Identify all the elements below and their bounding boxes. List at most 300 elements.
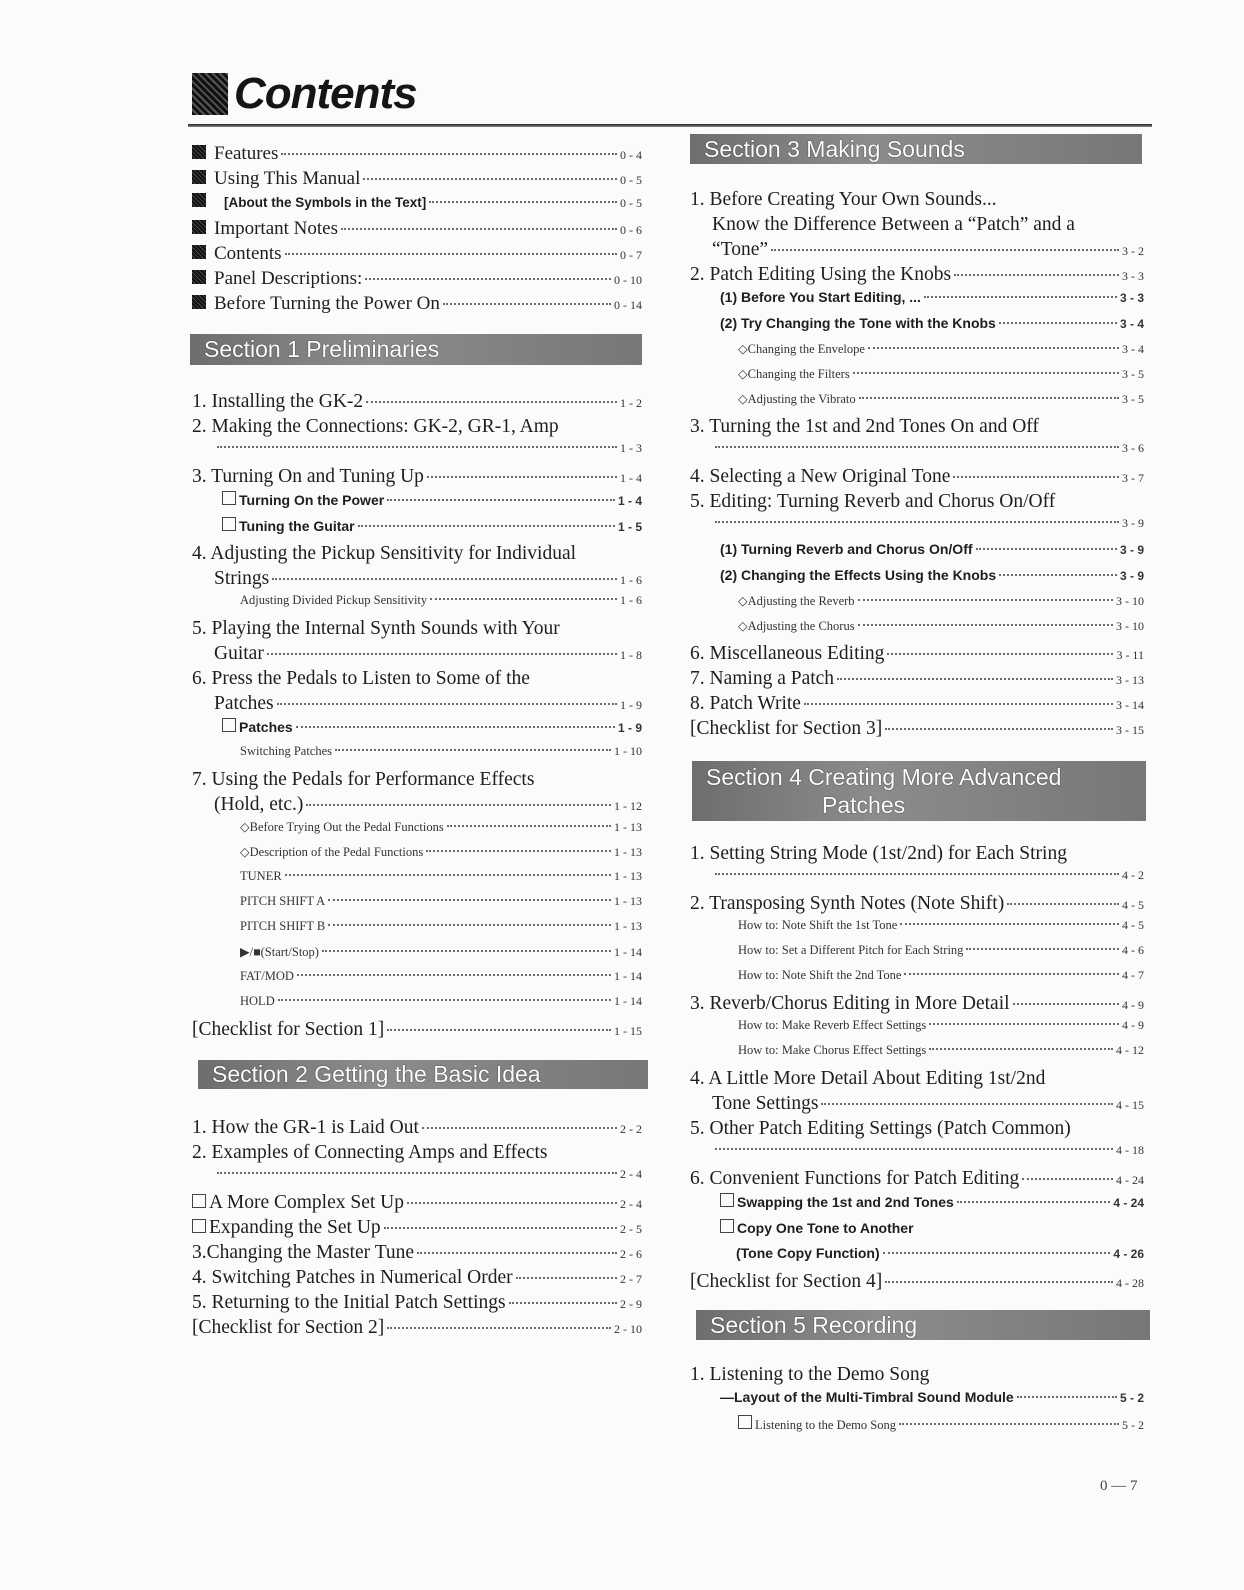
- toc-entry[interactable]: [690, 893, 1144, 918]
- toc-entry-page: 3 - 14: [1116, 698, 1144, 712]
- toc-entry-label: 2. Making the Connections: GK-2, GR-1, Amp: [192, 416, 559, 437]
- toc-entry-label: Important Notes: [214, 218, 339, 239]
- toc-entry-page: 1 - 3: [620, 441, 642, 455]
- toc-entry-page: 4 - 12: [1116, 1043, 1144, 1057]
- toc-entry[interactable]: [192, 1142, 642, 1167]
- leader-dots: [430, 598, 617, 600]
- leader-dots: [422, 1127, 617, 1129]
- toc-entry[interactable]: [690, 189, 1144, 214]
- leader-dots: [715, 1148, 1113, 1150]
- toc-entry-page: 3 - 10: [1116, 619, 1144, 633]
- toc-entry-page: 1 - 14: [614, 945, 642, 959]
- toc-entry[interactable]: [192, 844, 642, 869]
- leader-dots: [217, 446, 617, 448]
- square-bullet-icon: [192, 193, 206, 207]
- toc-entry-page: 3 - 15: [1116, 723, 1144, 737]
- leader-dots: [217, 1172, 617, 1174]
- toc-entry-page: 3 - 9: [1119, 543, 1144, 557]
- toc-entry[interactable]: [690, 1018, 1144, 1043]
- toc-entry[interactable]: [690, 1271, 1144, 1296]
- toc-entry-page: 4 - 18: [1116, 1143, 1144, 1157]
- toc-entry-label: 1. Installing the GK-2: [192, 391, 364, 412]
- leader-dots: [868, 347, 1119, 349]
- section-1-list: [192, 391, 642, 1044]
- toc-entry-page: 5 - 2: [1122, 1418, 1144, 1432]
- toc-entry[interactable]: [192, 293, 642, 318]
- toc-entry-page: 1 - 4: [620, 471, 642, 485]
- toc-entry-label: ◇Adjusting the Chorus: [738, 619, 855, 633]
- leader-dots: [858, 599, 1113, 601]
- toc-entry[interactable]: [690, 668, 1144, 693]
- toc-entry[interactable]: [690, 366, 1144, 391]
- toc-entry-page: 5 - 2: [1119, 1391, 1144, 1405]
- toc-entry[interactable]: [690, 441, 1144, 466]
- toc-entry[interactable]: [192, 441, 642, 466]
- leader-dots: [715, 521, 1119, 523]
- toc-entry-label: Strings: [214, 568, 270, 589]
- toc-entry-label: Tone Settings: [712, 1093, 819, 1114]
- toc-entry-label: ◇Changing the Envelope: [738, 342, 865, 356]
- toc-entry[interactable]: [192, 593, 642, 618]
- toc-entry-page: 1 - 9: [617, 721, 642, 735]
- leader-dots: [384, 1227, 617, 1229]
- toc-entry-label: ◇Description of the Pedal Functions: [240, 845, 424, 859]
- leader-dots: [407, 1202, 617, 1204]
- leader-dots: [363, 178, 617, 180]
- toc-entry-label: [Checklist for Section 2]: [192, 1317, 385, 1338]
- leader-dots: [297, 974, 611, 976]
- toc-entry-page: 1 - 15: [614, 1024, 642, 1038]
- toc-entry[interactable]: [690, 593, 1144, 618]
- toc-entry[interactable]: [690, 289, 1144, 315]
- leader-dots: [859, 397, 1119, 399]
- toc-entry-label: A More Complex Set Up: [209, 1192, 404, 1213]
- toc-entry[interactable]: [192, 894, 642, 919]
- toc-entry-label: ▶/■(Start/Stop): [240, 945, 319, 959]
- toc-entry-label: Switching Patches: [240, 744, 333, 758]
- toc-entry-page: 0 - 6: [620, 223, 642, 237]
- toc-entry-label: How to: Note Shift the 1st Tone: [738, 918, 898, 932]
- leader-dots: [306, 804, 611, 806]
- toc-entry-label: 1. Before Creating Your Own Sounds...: [690, 189, 997, 210]
- toc-entry-label: (Hold, etc.): [214, 794, 304, 815]
- toc-entry-page: 1 - 4: [617, 494, 642, 508]
- toc-entry[interactable]: [192, 643, 642, 668]
- toc-entry-page: 4 - 2: [1122, 868, 1144, 882]
- leader-dots: [1007, 903, 1119, 905]
- leader-dots: [900, 923, 1119, 925]
- toc-entry[interactable]: [690, 214, 1144, 239]
- toc-entry-label: Guitar: [214, 643, 264, 664]
- toc-entry-page: 2 - 4: [620, 1197, 642, 1211]
- right-column: [690, 134, 1144, 1440]
- toc-entry[interactable]: [690, 491, 1144, 516]
- toc-entry[interactable]: [192, 193, 642, 218]
- leader-dots: [443, 303, 611, 305]
- toc-entry[interactable]: [192, 416, 642, 441]
- leader-dots: [885, 728, 1113, 730]
- toc-entry-label: 2. Transposing Synth Notes (Note Shift): [690, 893, 1005, 914]
- toc-entry-page: 3 - 11: [1116, 648, 1144, 662]
- leader-dots: [296, 726, 615, 728]
- title-rule: [188, 124, 1152, 127]
- toc-entry[interactable]: [690, 341, 1144, 366]
- toc-entry-label: Patches: [239, 719, 293, 735]
- leader-dots: [715, 873, 1119, 875]
- toc-entry-page: 3 - 4: [1119, 317, 1144, 331]
- left-column: [192, 143, 642, 1342]
- square-bullet-icon: [192, 295, 206, 309]
- toc-entry[interactable]: [192, 1019, 642, 1044]
- toc-entry-page: 1 - 6: [620, 573, 642, 587]
- toc-entry-page: 2 - 2: [620, 1122, 642, 1136]
- toc-entry[interactable]: [192, 218, 642, 243]
- leader-dots: [281, 153, 617, 155]
- toc-entry-page: 0 - 14: [614, 298, 642, 312]
- toc-entry[interactable]: [192, 168, 642, 193]
- toc-entry[interactable]: [192, 1192, 642, 1217]
- toc-entry-page: 1 - 14: [614, 994, 642, 1008]
- toc-entry[interactable]: [192, 543, 642, 568]
- toc-entry-page: 1 - 12: [614, 799, 642, 813]
- leader-dots: [417, 1252, 617, 1254]
- toc-entry-page: 3 - 5: [1122, 392, 1144, 406]
- leader-dots: [278, 999, 611, 1001]
- toc-entry[interactable]: [192, 693, 642, 718]
- toc-entry-page: 3 - 7: [1122, 471, 1144, 485]
- square-bullet-icon: [192, 170, 206, 184]
- leader-dots: [837, 678, 1113, 680]
- toc-entry-page: 4 - 7: [1122, 968, 1144, 982]
- leader-dots: [366, 401, 617, 403]
- leader-dots: [954, 274, 1119, 276]
- section-3-list: [690, 189, 1144, 743]
- toc-entry-page: 1 - 5: [617, 520, 642, 534]
- leader-dots: [285, 874, 611, 876]
- toc-entry-page: 1 - 14: [614, 969, 642, 983]
- toc-entry-page: 4 - 28: [1116, 1276, 1144, 1290]
- toc-entry-page: 1 - 8: [620, 648, 642, 662]
- toc-entry[interactable]: [690, 1143, 1144, 1168]
- toc-entry-label: 4. Adjusting the Pickup Sensitivity for Individual: [192, 543, 577, 564]
- toc-entry[interactable]: [192, 919, 642, 944]
- toc-entry-label: 1. How the GR-1 is Laid Out: [192, 1117, 419, 1138]
- toc-entry-page: 1 - 13: [614, 894, 642, 908]
- toc-entry[interactable]: [192, 668, 642, 693]
- toc-entry[interactable]: [690, 1043, 1144, 1068]
- toc-entry-label: Know the Difference Between a “Patch” and a: [712, 214, 1075, 235]
- toc-entry-label: “Tone”: [712, 239, 769, 260]
- toc-entry[interactable]: [690, 1168, 1144, 1193]
- toc-entry[interactable]: [192, 1292, 642, 1317]
- toc-entry-page: 3 - 10: [1116, 594, 1144, 608]
- leader-dots: [426, 850, 611, 852]
- toc-entry[interactable]: [690, 618, 1144, 643]
- toc-entry[interactable]: [690, 643, 1144, 668]
- leader-dots: [966, 948, 1119, 950]
- checkbox-square-icon: [720, 1193, 734, 1207]
- leader-dots: [821, 1103, 1113, 1105]
- toc-entry[interactable]: [690, 868, 1144, 893]
- toc-entry-page: 1 - 13: [614, 845, 642, 859]
- toc-entry-page: 2 - 9: [620, 1297, 642, 1311]
- toc-entry-label: 2. Patch Editing Using the Knobs: [690, 264, 952, 285]
- leader-dots: [804, 703, 1113, 705]
- toc-entry-page: 2 - 5: [620, 1222, 642, 1236]
- toc-entry[interactable]: [690, 1093, 1144, 1118]
- toc-entry-page: 4 - 5: [1122, 898, 1144, 912]
- toc-entry[interactable]: [192, 1217, 642, 1242]
- toc-entry-page: 4 - 9: [1122, 1018, 1144, 1032]
- toc-entry-label: 3. Turning On and Tuning Up: [192, 466, 424, 487]
- toc-entry[interactable]: [690, 693, 1144, 718]
- toc-entry-label: PITCH SHIFT A: [240, 894, 326, 908]
- toc-entry[interactable]: [192, 1167, 642, 1192]
- toc-entry[interactable]: [192, 1317, 642, 1342]
- toc-entry[interactable]: [192, 391, 642, 416]
- toc-entry-label: 4. A Little More Detail About Editing 1st/2nd: [690, 1068, 1046, 1089]
- toc-entry-page: 3 - 13: [1116, 673, 1144, 687]
- toc-entry[interactable]: [690, 1068, 1144, 1093]
- toc-entry-label: (1) Turning Reverb and Chorus On/Off: [720, 541, 973, 557]
- toc-entry-label: 6. Miscellaneous Editing: [690, 643, 885, 664]
- toc-entry-page: 4 - 5: [1122, 918, 1144, 932]
- toc-entry-page: 2 - 6: [620, 1247, 642, 1261]
- toc-entry[interactable]: [192, 1242, 642, 1267]
- toc-entry-label: TUNER: [240, 869, 282, 883]
- page-number: 0 — 7: [1100, 1478, 1138, 1494]
- toc-entry[interactable]: [690, 1364, 1144, 1389]
- toc-entry[interactable]: [690, 1118, 1144, 1143]
- section-5-header[interactable]: Section 5 Recording: [696, 1310, 1150, 1340]
- toc-entry-page: 1 - 2: [620, 396, 642, 410]
- toc-entry-label: Patches: [214, 693, 274, 714]
- toc-entry-label: Using This Manual: [214, 168, 361, 189]
- toc-entry-page: 0 - 5: [620, 196, 642, 210]
- section-5-list: [690, 1364, 1144, 1440]
- toc-entry-label: 1. Setting String Mode (1st/2nd) for Each String: [690, 843, 1067, 864]
- toc-entry[interactable]: [192, 268, 642, 293]
- toc-entry[interactable]: [690, 315, 1144, 341]
- leader-dots: [853, 372, 1119, 374]
- toc-entry-label: Turning On the Power: [239, 492, 385, 508]
- toc-entry-label: How to: Note Shift the 2nd Tone: [738, 968, 902, 982]
- toc-entry-label: Listening to the Demo Song: [755, 1418, 896, 1432]
- toc-entry-page: 4 - 24: [1116, 1173, 1144, 1187]
- toc-entry-page: 3 - 3: [1119, 291, 1144, 305]
- toc-entry[interactable]: [192, 466, 642, 491]
- toc-entry-label: ◇Before Trying Out the Pedal Functions: [240, 820, 444, 834]
- section-2-header[interactable]: Section 2 Getting the Basic Idea: [198, 1060, 648, 1089]
- toc-entry[interactable]: [690, 416, 1144, 441]
- leader-dots: [272, 578, 617, 580]
- toc-entry-page: 2 - 4: [620, 1167, 642, 1181]
- toc-entry[interactable]: [192, 994, 642, 1019]
- toc-entry-page: 3 - 6: [1122, 441, 1144, 455]
- toc-entry-label: [About the Symbols in the Text]: [224, 195, 427, 210]
- toc-entry[interactable]: [690, 1245, 1144, 1271]
- toc-entry[interactable]: [192, 1267, 642, 1292]
- toc-entry[interactable]: [690, 516, 1144, 541]
- toc-entry-label: 3. Turning the 1st and 2nd Tones On and Off: [690, 416, 1039, 437]
- toc-entry-label: Tuning the Guitar: [239, 518, 355, 534]
- toc-entry[interactable]: [690, 843, 1144, 868]
- checkbox-square-icon: [192, 1194, 206, 1208]
- toc-entry-page: 1 - 13: [614, 919, 642, 933]
- checkbox-square-icon: [738, 1415, 752, 1429]
- toc-entry-label: (2) Changing the Effects Using the Knobs: [720, 567, 997, 583]
- toc-entry-label: 6. Press the Pedals to Listen to Some of the: [192, 668, 530, 689]
- leader-dots: [887, 653, 1113, 655]
- leader-dots: [285, 253, 617, 255]
- toc-entry[interactable]: [690, 1193, 1144, 1219]
- leader-dots: [929, 1048, 1113, 1050]
- toc-entry-page: 4 - 26: [1113, 1247, 1144, 1261]
- toc-entry[interactable]: [690, 567, 1144, 593]
- toc-entry-page: 3 - 3: [1122, 269, 1144, 283]
- checkbox-square-icon: [720, 1219, 734, 1233]
- leader-dots: [335, 749, 611, 751]
- toc-entry[interactable]: [690, 264, 1144, 289]
- toc-entry[interactable]: [192, 718, 642, 744]
- section-1-header[interactable]: Section 1 Preliminaries: [190, 334, 642, 365]
- toc-entry-label: —Layout of the Multi-Timbral Sound Module: [720, 1389, 1014, 1405]
- toc-entry-page: 4 - 15: [1116, 1098, 1144, 1112]
- toc-entry[interactable]: [690, 918, 1144, 943]
- toc-entry[interactable]: [192, 794, 642, 819]
- toc-entry[interactable]: [192, 143, 642, 168]
- toc-entry-page: 1 - 13: [614, 869, 642, 883]
- toc-entry[interactable]: [690, 1415, 1144, 1440]
- section-4-list: [690, 843, 1144, 1296]
- leader-dots: [976, 548, 1117, 550]
- toc-entry[interactable]: [690, 718, 1144, 743]
- toc-entry-page: 0 - 7: [620, 248, 642, 262]
- leader-dots: [953, 476, 1119, 478]
- toc-entry-label: Before Turning the Power On: [214, 293, 440, 314]
- toc-entry[interactable]: [192, 969, 642, 994]
- page-title: Contents: [192, 66, 417, 122]
- toc-entry-label: PITCH SHIFT B: [240, 919, 326, 933]
- section-3-header[interactable]: Section 3 Making Sounds: [690, 134, 1142, 164]
- toc-entry-label: (Tone Copy Function): [736, 1245, 880, 1261]
- leader-dots: [715, 446, 1119, 448]
- toc-entry[interactable]: [192, 1117, 642, 1142]
- toc-entry-label: [Checklist for Section 4]: [690, 1271, 883, 1292]
- toc-entry[interactable]: [192, 769, 642, 794]
- toc-entry[interactable]: [192, 618, 642, 643]
- toc-entry-page: 0 - 5: [620, 173, 642, 187]
- toc-entry[interactable]: [192, 869, 642, 894]
- toc-entry[interactable]: [690, 1219, 1144, 1245]
- toc-entry-label: 3. Reverb/Chorus Editing in More Detail: [690, 993, 1010, 1014]
- toc-entry-label: How to: Set a Different Pitch for Each String: [738, 943, 964, 957]
- toc-entry[interactable]: [192, 491, 642, 517]
- toc-entry[interactable]: [690, 391, 1144, 416]
- leader-dots: [924, 296, 1117, 298]
- toc-entry-page: 0 - 4: [620, 148, 642, 162]
- toc-entry-label: (2) Try Changing the Tone with the Knobs: [720, 315, 996, 331]
- toc-entry-page: 1 - 6: [620, 593, 642, 607]
- toc-entry-label: 8. Patch Write: [690, 693, 801, 714]
- toc-entry-label: ◇Adjusting the Vibrato: [738, 392, 856, 406]
- toc-entry-label: Expanding the Set Up: [209, 1217, 381, 1238]
- title-marker-icon: [192, 73, 228, 115]
- toc-entry-label: FAT/MOD: [240, 969, 294, 983]
- toc-entry-page: 1 - 10: [614, 744, 642, 758]
- leader-dots: [387, 499, 615, 501]
- toc-entry-label: 5. Returning to the Initial Patch Settings: [192, 1292, 506, 1313]
- leader-dots: [1017, 1396, 1117, 1398]
- toc-entry[interactable]: [690, 1389, 1144, 1415]
- leader-dots: [328, 924, 611, 926]
- checkbox-square-icon: [222, 718, 236, 732]
- toc-entry[interactable]: [192, 568, 642, 593]
- toc-entry-page: 4 - 6: [1122, 943, 1144, 957]
- toc-entry-page: 0 - 10: [614, 273, 642, 287]
- leader-dots: [516, 1277, 617, 1279]
- toc-entry[interactable]: [690, 968, 1144, 993]
- toc-entry[interactable]: [690, 466, 1144, 491]
- square-bullet-icon: [192, 270, 206, 284]
- leader-dots: [999, 322, 1117, 324]
- toc-entry[interactable]: [192, 944, 642, 969]
- leader-dots: [1013, 1003, 1119, 1005]
- toc-entry-label: Features: [214, 143, 279, 164]
- leader-dots: [904, 973, 1119, 975]
- toc-entry-page: 3 - 9: [1122, 516, 1144, 530]
- toc-entry-page: 1 - 9: [620, 698, 642, 712]
- leader-dots: [957, 1201, 1111, 1203]
- toc-entry[interactable]: [192, 517, 642, 543]
- leader-dots: [387, 1029, 611, 1031]
- toc-entry-page: 2 - 10: [614, 1322, 642, 1336]
- toc-entry-label: How to: Make Reverb Effect Settings: [738, 1018, 927, 1032]
- toc-entry-page: 4 - 9: [1122, 998, 1144, 1012]
- toc-entry[interactable]: [192, 243, 642, 268]
- toc-entry-label: Contents: [214, 243, 282, 264]
- toc-entry-label: HOLD: [240, 994, 275, 1008]
- checkbox-square-icon: [222, 517, 236, 531]
- toc-entry[interactable]: [192, 744, 642, 769]
- toc-entry-label: 5. Other Patch Editing Settings (Patch Common): [690, 1118, 1071, 1139]
- toc-entry-label: Swapping the 1st and 2nd Tones: [737, 1194, 954, 1210]
- toc-entry[interactable]: [690, 541, 1144, 567]
- leader-dots: [341, 228, 617, 230]
- square-bullet-icon: [192, 245, 206, 259]
- toc-entry-label: 5. Editing: Turning Reverb and Chorus On/Off: [690, 491, 1056, 512]
- toc-entry-label: [Checklist for Section 3]: [690, 718, 883, 739]
- toc-entry-label: 5. Playing the Internal Synth Sounds with Your: [192, 618, 560, 639]
- leader-dots: [267, 653, 617, 655]
- toc-entry-page: 1 - 13: [614, 820, 642, 834]
- toc-entry[interactable]: [690, 239, 1144, 264]
- leader-dots: [999, 574, 1117, 576]
- section-4-header[interactable]: Section 4 Creating More Advanced Patches: [692, 761, 1146, 821]
- leader-dots: [322, 950, 611, 952]
- toc-entry-label: Adjusting Divided Pickup Sensitivity: [240, 593, 428, 607]
- toc-entry[interactable]: [690, 943, 1144, 968]
- toc-entry-label: 4. Switching Patches in Numerical Order: [192, 1267, 513, 1288]
- toc-entry[interactable]: [192, 819, 642, 844]
- toc-entry-label: 4. Selecting a New Original Tone: [690, 466, 951, 487]
- toc-entry[interactable]: [690, 993, 1144, 1018]
- toc-entry-label: 6. Convenient Functions for Patch Editing: [690, 1168, 1020, 1189]
- toc-entry-page: 3 - 2: [1122, 244, 1144, 258]
- checkbox-square-icon: [222, 491, 236, 505]
- leader-dots: [929, 1023, 1119, 1025]
- toc-entry-page: 4 - 24: [1113, 1196, 1144, 1210]
